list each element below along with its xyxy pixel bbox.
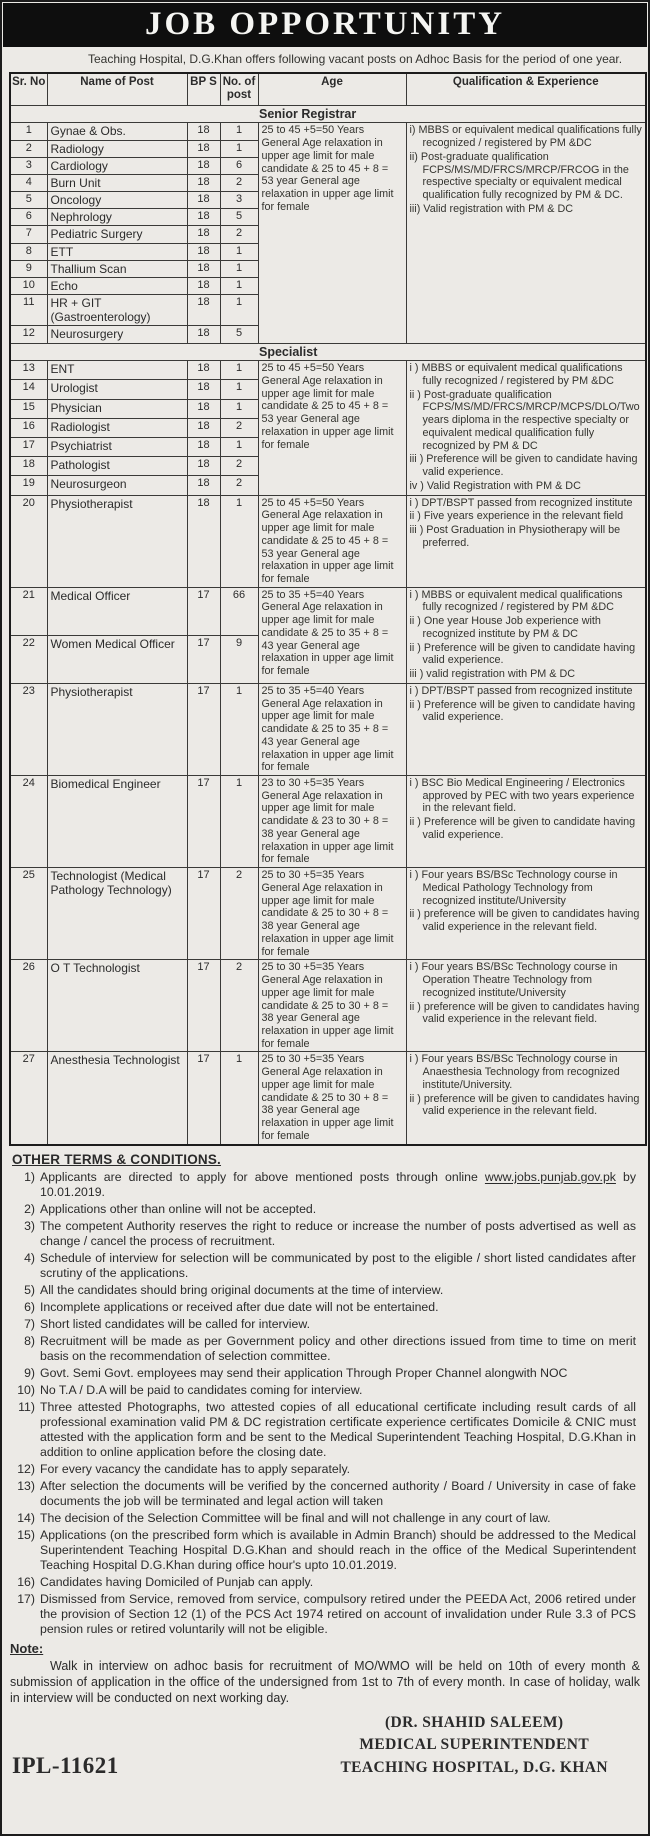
term-item — [10, 1383, 640, 1398]
term-number: 16) — [17, 1574, 35, 1589]
table-row — [10, 1052, 646, 1145]
post-name-cell: Nephrology — [47, 209, 187, 226]
term-text: Applications (on the prescribed form which is available in Admin Branch) should be addressed to the Medical Superintendent Teaching Hospital D.G.Khan and should reach in the office of the Medical Superintendent Teaching Hospital D.G.Khan during office hour's upto 10.01.2019. — [40, 1527, 636, 1572]
no-of-posts-cell: 2 — [220, 457, 258, 476]
term-number: 9) — [24, 1365, 35, 1380]
qualification-cell — [406, 123, 646, 343]
term-text: Govt. Semi Govt. employees may send their application Through Proper Channel alongwith NOC — [40, 1365, 568, 1380]
post-name-cell: ENT — [47, 361, 187, 380]
post-name-cell: Neurosurgeon — [47, 476, 187, 495]
sr-no-cell: 17 — [10, 438, 47, 457]
sr-no-cell: 13 — [10, 361, 47, 380]
no-of-posts-cell: 1 — [220, 361, 258, 380]
note-section — [10, 1641, 640, 1706]
age-cell: 25 to 30 +5=35 Years General Age relaxation in upper age limit for male candidate & 25 to 30 + 8 = 38 year General age relaxation in upper age limit for female — [258, 960, 406, 1052]
bps-cell: 18 — [187, 226, 220, 243]
terms-section — [10, 1152, 640, 1637]
post-name-cell: Urologist — [47, 380, 187, 399]
bps-cell: 18 — [187, 123, 220, 140]
bps-cell: 18 — [187, 157, 220, 174]
posts-table-body — [10, 105, 646, 1144]
no-of-posts-cell: 1 — [220, 243, 258, 260]
term-text: No T.A / D.A will be paid to candidates coming for interview. — [40, 1382, 363, 1397]
no-of-posts-cell: 1 — [220, 495, 258, 587]
term-number: 7) — [24, 1316, 35, 1331]
note-text: Walk in interview on adhoc basis for recruitment of MO/WMO will be held on 10th of every month & submission of application in the office of the undersigned from 1st to 7th of every month. In case of holiday, walk in interview will be conducted on next working day. — [10, 1658, 640, 1705]
term-number: 4) — [24, 1250, 35, 1265]
sr-no-cell: 23 — [10, 683, 47, 775]
post-name-cell: Pediatric Surgery — [47, 226, 187, 243]
post-name-cell: Radiology — [47, 140, 187, 157]
qualification-item: ii ) One year House Job experience with recognized institute by PM & DC — [409, 615, 601, 640]
post-name-cell: Anesthesia Technologist — [47, 1052, 187, 1145]
term-item — [10, 1300, 640, 1315]
term-number: 6) — [24, 1299, 35, 1314]
qualification-item: ii ) Post-graduate qualification FCPS/MS/MD/FRCS/MRCP/MCPS/DLO/Two years diploma in the respective specialty or equivalent medical qualification fully recognized by PM & DC — [409, 388, 640, 452]
qualification-item: i ) DPT/BSPT passed from recognized institute — [409, 684, 633, 697]
post-name-cell: HR + GIT (Gastroenterology) — [47, 295, 187, 326]
sr-no-cell: 18 — [10, 457, 47, 476]
term-item — [10, 1219, 640, 1249]
qualification-cell — [406, 1052, 646, 1145]
no-of-posts-cell: 5 — [220, 209, 258, 226]
term-number: 8) — [24, 1333, 35, 1348]
post-name-cell: Technologist (Medical Pathology Technology) — [47, 868, 187, 960]
age-cell: 25 to 45 +5=50 Years General Age relaxation in upper age limit for male candidate & 25 to 45 + 8 = 53 year General age relaxation in upper age limit for female — [258, 495, 406, 587]
term-item — [10, 1479, 640, 1509]
post-name-cell: O T Technologist — [47, 960, 187, 1052]
qualification-item: ii ) preference will be given to candidates having valid experience in the relevant field. — [409, 1000, 640, 1026]
bps-cell: 18 — [187, 243, 220, 260]
term-text: Incomplete applications or received after due date will not be entertained. — [40, 1299, 439, 1314]
term-text: Dismissed from Service, removed from service, compulsory retired under the PEEDA Act, 2006 retired under the provision of Section 12 (1) of the PCS Act 1974 retired on account of invalidation under Rule 3.3 of PCS pension rules or retired voluntarily will not be eligible. — [40, 1591, 636, 1636]
term-number: 10) — [17, 1382, 35, 1397]
bps-cell: 17 — [187, 1052, 220, 1145]
bps-cell: 17 — [187, 683, 220, 775]
table-row — [10, 776, 646, 868]
no-of-posts-cell: 1 — [220, 295, 258, 326]
term-item — [10, 1170, 640, 1200]
term-number: 12) — [17, 1461, 35, 1476]
sr-no-cell: 15 — [10, 399, 47, 418]
signature-block — [340, 1712, 638, 1779]
term-item — [10, 1528, 640, 1573]
sr-no-cell: 24 — [10, 776, 47, 868]
qualification-cell — [406, 868, 646, 960]
col-header-no-of-post: No. of post — [220, 73, 258, 106]
term-item — [10, 1575, 640, 1590]
section-row — [10, 343, 646, 361]
table-row — [10, 361, 646, 380]
signatory-name: (DR. SHAHID SALEEM) — [384, 1713, 564, 1731]
term-number: 15) — [17, 1527, 35, 1542]
no-of-posts-cell: 2 — [220, 960, 258, 1052]
qualification-item: ii ) preference will be given to candidates having valid experience in the relevant field. — [409, 1092, 640, 1118]
post-name-cell: Women Medical Officer — [47, 635, 187, 683]
term-text: Schedule of interview for selection will be communicated by post to the eligible / short listed candidates after scrutiny of the applications. — [40, 1250, 636, 1280]
bps-cell: 17 — [187, 635, 220, 683]
bps-cell: 17 — [187, 960, 220, 1052]
no-of-posts-cell: 9 — [220, 635, 258, 683]
post-name-cell: Gynae & Obs. — [47, 123, 187, 140]
sr-no-cell: 6 — [10, 209, 47, 226]
qualification-item: iv ) Valid Registration with PM & DC — [409, 479, 581, 492]
qualification-item: ii) Post-graduate qualification FCPS/MS/MD/FRCS/MRCP/FRCOG in the respective specialty or equivalent medical qualification fully recognized by PM & DC. — [409, 150, 629, 202]
term-item — [10, 1400, 640, 1460]
bps-cell: 18 — [187, 295, 220, 326]
post-name-cell: Biomedical Engineer — [47, 776, 187, 868]
qualification-item: i ) MBBS or equivalent medical qualifications fully recognized / registered by PM &DC — [409, 362, 623, 387]
sr-no-cell: 12 — [10, 326, 47, 343]
col-header-bps: BP S — [187, 73, 220, 106]
table-row — [10, 495, 646, 587]
qualification-item: ii ) Preference will be given to candidate having valid experience. — [409, 698, 636, 724]
term-number: 14) — [17, 1510, 35, 1525]
bps-cell: 17 — [187, 776, 220, 868]
col-header-age: Age — [258, 73, 406, 106]
sr-no-cell: 25 — [10, 868, 47, 960]
bps-cell: 18 — [187, 399, 220, 418]
age-cell: 25 to 45 +5=50 Years General Age relaxation in upper age limit for male candidate & 25 to 45 + 8 = 53 year General age relaxation in upper age limit for female — [258, 361, 406, 495]
age-cell: 25 to 30 +5=35 Years General Age relaxation in upper age limit for male candidate & 25 to 30 + 8 = 38 year General age relaxation in upper age limit for female — [258, 868, 406, 960]
signatory-title: MEDICAL SUPERINTENDENT — [359, 1736, 590, 1754]
term-text: The decision of the Selection Committee will be final and will not challenge in any court of law. — [40, 1510, 551, 1525]
bps-cell: 18 — [187, 476, 220, 495]
bps-cell: 18 — [187, 361, 220, 380]
no-of-posts-cell: 1 — [220, 1052, 258, 1145]
no-of-posts-cell: 2 — [220, 418, 258, 437]
term-item — [10, 1251, 640, 1281]
bps-cell: 18 — [187, 277, 220, 294]
sr-no-cell: 22 — [10, 635, 47, 683]
post-name-cell: Oncology — [47, 192, 187, 209]
term-item — [10, 1334, 640, 1364]
sr-no-cell: 10 — [10, 277, 47, 294]
no-of-posts-cell: 2 — [220, 868, 258, 960]
age-cell: 23 to 30 +5=35 Years General Age relaxation in upper age limit for male candidate & 23 to 30 + 8 = 38 year General age relaxation in upper age limit for female — [258, 776, 406, 868]
post-name-cell: Physiotherapist — [47, 683, 187, 775]
qualification-cell — [406, 776, 646, 868]
no-of-posts-cell: 2 — [220, 174, 258, 191]
bps-cell: 18 — [187, 457, 220, 476]
term-text: The competent Authority reserves the right to reduce or increase the number of posts advertised as well as change / cancel the process of recruitment. — [40, 1218, 636, 1248]
qualification-item: iii ) Post Graduation in Physiotherapy will be preferred. — [409, 524, 621, 549]
sr-no-cell: 20 — [10, 495, 47, 587]
sr-no-cell: 26 — [10, 960, 47, 1052]
term-number: 2) — [24, 1201, 35, 1216]
qualification-item: i ) MBBS or equivalent medical qualifications fully recognized / registered by PM &DC — [409, 588, 623, 614]
term-number: 11) — [18, 1399, 35, 1414]
table-row — [10, 683, 646, 775]
sr-no-cell: 11 — [10, 295, 47, 326]
no-of-posts-cell: 1 — [220, 399, 258, 418]
post-name-cell: Echo — [47, 277, 187, 294]
post-name-cell: Physiotherapist — [47, 495, 187, 587]
bps-cell: 18 — [187, 380, 220, 399]
ad-title: JOB OPPORTUNITY — [144, 6, 506, 42]
sr-no-cell: 7 — [10, 226, 47, 243]
term-number: 3) — [24, 1218, 35, 1233]
bps-cell: 18 — [187, 438, 220, 457]
sr-no-cell: 5 — [10, 192, 47, 209]
bps-cell: 18 — [187, 174, 220, 191]
sr-no-cell: 8 — [10, 243, 47, 260]
no-of-posts-cell: 1 — [220, 277, 258, 294]
term-item — [10, 1317, 640, 1332]
bps-cell: 18 — [187, 192, 220, 209]
term-text: Recruitment will be made as per Government policy and other directions issued from time to time on merit basis on the recommendation of selection committee. — [40, 1333, 636, 1363]
qualification-item: iii ) valid registration with PM & DC — [409, 668, 576, 681]
no-of-posts-cell: 2 — [220, 226, 258, 243]
footer — [12, 1712, 638, 1779]
qualification-item: i) MBBS or equivalent medical qualifications fully recognized / registered by PM &DC — [409, 124, 642, 150]
term-item — [10, 1511, 640, 1526]
post-name-cell: Medical Officer — [47, 587, 187, 635]
qualification-cell — [406, 361, 646, 495]
post-name-cell: Neurosurgery — [47, 326, 187, 343]
no-of-posts-cell: 5 — [220, 326, 258, 343]
bps-cell: 18 — [187, 260, 220, 277]
term-text: All the candidates should bring original documents at the time of interview. — [40, 1282, 444, 1297]
terms-list — [10, 1170, 640, 1637]
sr-no-cell: 16 — [10, 418, 47, 437]
bps-cell: 18 — [187, 326, 220, 343]
table-row — [10, 587, 646, 635]
no-of-posts-cell: 1 — [220, 380, 258, 399]
term-text: Applications other than online will not be accepted. — [40, 1201, 317, 1216]
table-header-row — [10, 73, 646, 106]
term-text: Applicants are directed to apply for above mentioned posts through online www.jobs.punjab.gov.pk by 10.01.2019. — [40, 1169, 636, 1199]
term-item — [10, 1283, 640, 1298]
term-text: Candidates having Domiciled of Punjab can apply. — [40, 1574, 314, 1589]
bps-cell: 18 — [187, 495, 220, 587]
qualification-item: iii) Valid registration with PM & DC — [409, 202, 574, 215]
col-header-sr-no: Sr. No — [10, 73, 47, 106]
table-row — [10, 123, 646, 140]
sr-no-cell: 3 — [10, 157, 47, 174]
term-text: After selection the documents will be verified by the concerned authority / Board / University in case of fake documents the job will be terminated and legal action will taken — [40, 1478, 636, 1508]
term-number: 13) — [17, 1478, 35, 1493]
post-name-cell: Physician — [47, 399, 187, 418]
table-row — [10, 960, 646, 1052]
section-header-specialist: Specialist — [10, 343, 646, 361]
post-name-cell: Psychiatrist — [47, 438, 187, 457]
age-cell: 25 to 35 +5=40 Years General Age relaxation in upper age limit for male candidate & 25 to 35 + 8 = 43 year General age relaxation in upper age limit for female — [258, 683, 406, 775]
age-cell: 25 to 35 +5=40 Years General Age relaxation in upper age limit for male candidate & 25 to 35 + 8 = 43 year General age relaxation in upper age limit for female — [258, 587, 406, 683]
no-of-posts-cell: 1 — [220, 123, 258, 140]
ad-title-banner — [3, 3, 647, 47]
no-of-posts-cell: 1 — [220, 438, 258, 457]
age-cell: 25 to 45 +5=50 Years General Age relaxation in upper age limit for male candidate & 25 to 45 + 8 = 53 year General age relaxation in upper age limit for female — [258, 123, 406, 343]
no-of-posts-cell: 1 — [220, 776, 258, 868]
col-header-name-of-post: Name of Post — [47, 73, 187, 106]
no-of-posts-cell: 66 — [220, 587, 258, 635]
qualification-cell — [406, 587, 646, 683]
qualification-item: i ) BSC Bio Medical Engineering / Electronics approved by PEC with two years experience in the relevant field. — [409, 777, 635, 815]
post-name-cell: Burn Unit — [47, 174, 187, 191]
no-of-posts-cell: 1 — [220, 260, 258, 277]
qualification-item: i ) Four years BS/BSc Technology course in Operation Theatre Technology from recognized institute/University — [409, 961, 618, 999]
sr-no-cell: 2 — [10, 140, 47, 157]
qualification-cell — [406, 960, 646, 1052]
qualification-item: ii ) preference will be given to candidates having valid experience in the relevant field. — [409, 908, 640, 934]
sr-no-cell: 14 — [10, 380, 47, 399]
bps-cell: 17 — [187, 587, 220, 635]
term-text: Short listed candidates will be called for interview. — [40, 1316, 310, 1331]
sr-no-cell: 27 — [10, 1052, 47, 1145]
term-number: 17) — [17, 1591, 35, 1606]
term-number: 1) — [24, 1169, 35, 1184]
qualification-item: ii ) Preference will be given to candidate having valid experience. — [409, 816, 636, 841]
post-name-cell: Radiologist — [47, 418, 187, 437]
sr-no-cell: 9 — [10, 260, 47, 277]
no-of-posts-cell: 1 — [220, 683, 258, 775]
intro-text: Teaching Hospital, D.G.Khan offers following vacant posts on Adhoc Basis for the period of one year. — [88, 52, 623, 66]
col-header-qualification: Qualification & Experience — [406, 73, 646, 106]
qualification-item: ii ) Five years experience in the relevant field — [409, 510, 624, 523]
term-item — [10, 1202, 640, 1217]
qualification-item: i ) DPT/BSPT passed from recognized institute — [409, 496, 633, 509]
bps-cell: 18 — [187, 418, 220, 437]
apply-website-text: www.jobs.punjab.gov.pk — [484, 1169, 616, 1184]
ad-ref-number: IPL-11621 — [12, 1752, 119, 1778]
post-name-cell: Pathologist — [47, 457, 187, 476]
no-of-posts-cell: 1 — [220, 140, 258, 157]
signatory-org: TEACHING HOSPITAL, D.G. KHAN — [340, 1758, 608, 1776]
posts-table — [9, 72, 647, 1146]
post-name-cell: ETT — [47, 243, 187, 260]
qualification-cell — [406, 683, 646, 775]
sr-no-cell: 4 — [10, 174, 47, 191]
term-number: 5) — [24, 1282, 35, 1297]
bps-cell: 17 — [187, 868, 220, 960]
term-text: For every vacancy the candidate has to apply separately. — [40, 1461, 351, 1476]
qualification-item: i ) Four years BS/BSc Technology course in Anaesthesia Technology from recognized institute/University. — [409, 1053, 620, 1091]
qualification-item: iii ) Preference will be given to candidate having valid experience. — [409, 453, 638, 479]
bps-cell: 18 — [187, 209, 220, 226]
section-row — [10, 105, 646, 123]
qualification-cell — [406, 495, 646, 587]
sr-no-cell: 21 — [10, 587, 47, 635]
post-name-cell: Thallium Scan — [47, 260, 187, 277]
qualification-item: i ) Four years BS/BSc Technology course in Medical Pathology Technology from recognized institute/University — [409, 869, 618, 907]
term-item — [10, 1592, 640, 1637]
note-heading: Note: — [10, 1640, 44, 1656]
term-item — [10, 1462, 640, 1477]
term-item — [10, 1366, 640, 1381]
no-of-posts-cell: 3 — [220, 192, 258, 209]
no-of-posts-cell: 2 — [220, 476, 258, 495]
sr-no-cell: 19 — [10, 476, 47, 495]
bps-cell: 18 — [187, 140, 220, 157]
term-text: Three attested Photographs, two attested copies of all educational certificate including result cards of all professional examination valid PM & DC registration certificate experience certificates Domicile & CNIC must attested with the application form and be sent to the Medical Superintendent Teaching Hospital, D.G.Khan in addition to online application before the closing date. — [40, 1399, 636, 1459]
post-name-cell: Cardiology — [47, 157, 187, 174]
table-row — [10, 868, 646, 960]
qualification-item: ii ) Preference will be given to candidate having valid experience. — [409, 641, 636, 667]
age-cell: 25 to 30 +5=35 Years General Age relaxation in upper age limit for male candidate & 25 to 30 + 8 = 38 year General age relaxation in upper age limit for female — [258, 1052, 406, 1145]
no-of-posts-cell: 6 — [220, 157, 258, 174]
sr-no-cell: 1 — [10, 123, 47, 140]
terms-heading: OTHER TERMS & CONDITIONS. — [12, 1151, 222, 1167]
section-header-senior-registrar: Senior Registrar — [10, 105, 646, 123]
